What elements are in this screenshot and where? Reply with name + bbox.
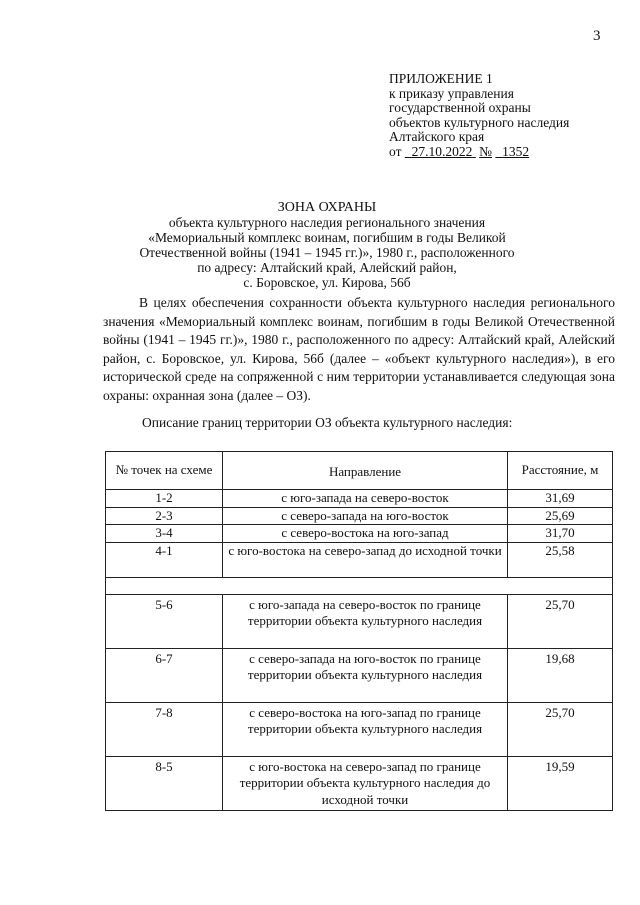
header-cell-points: № точек на схеме	[106, 452, 223, 490]
table-row	[106, 756, 613, 810]
heading-line: с. Боровское, ул. Кирова, 56б	[243, 275, 411, 290]
appendix-line: объектов культурного наследия	[389, 114, 570, 130]
points-cell: 1-2	[106, 490, 223, 508]
heading-line: объекта культурного наследия регионального значения	[168, 215, 486, 230]
heading-line: по адресу: Алтайский край, Алейский район,	[197, 260, 457, 275]
heading-line: «Мемориальный комплекс воинам, погибшим в годы Великой	[148, 230, 506, 245]
appendix-block	[389, 72, 569, 159]
distance-cell: 31,69	[508, 490, 613, 508]
document-heading	[96, 200, 558, 290]
points-cell: 6-7	[106, 648, 223, 702]
distance-cell: 19,59	[508, 756, 613, 810]
distance-cell: 31,70	[508, 525, 613, 543]
header-cell-direction: Направление	[223, 452, 508, 490]
distance-cell: 25,69	[508, 507, 613, 525]
date-prefix: от	[389, 143, 402, 159]
distance-cell: 19,68	[508, 648, 613, 702]
appendix-line: государственной охраны	[389, 100, 531, 115]
appendix-line: Алтайского края	[389, 129, 485, 144]
appendix-date-line	[389, 145, 569, 160]
table-header-row	[106, 452, 613, 490]
points-cell: 5-6	[106, 594, 223, 648]
table-row	[106, 490, 613, 508]
direction-cell: с юго-запада на северо-восток по границе территории объекта культурного наследия	[223, 594, 508, 648]
table-caption: Описание границ территории ОЗ объекта культурного наследия:	[142, 415, 513, 430]
direction-cell: с северо-востока на юго-запад по границе территории объекта культурного наследия	[223, 702, 508, 756]
points-cell: 4-1	[106, 542, 223, 577]
direction-cell: с северо-запада на юго-восток по границе территории объекта культурного наследия	[223, 648, 508, 702]
body-paragraph: В целях обеспечения сохранности объекта культурного наследия регионального значения «Мемориальный комплекс воинам, погибшим в годы Великой Отечественной войны (1941 – 1945 гг.)», 1980 г., расположенного по адресу: Алтайский край, Алейский район, с. Боровское, ул. Кирова, 56б (далее – «объект культурного наследия»), в его исторической среде на сопряженной с ним территории устанавливается следующая зона охраны: охранная зона (далее – ОЗ).	[103, 295, 615, 403]
table-row	[106, 648, 613, 702]
heading-line: Отечественной войны (1941 – 1945 гг.)», 1980 г., расположенного	[139, 245, 515, 260]
page-number: 3	[593, 28, 601, 44]
direction-cell: с юго-востока на северо-запад по границе территории объекта культурного наследия до исходной точки	[223, 756, 508, 810]
points-cell: 2-3	[106, 507, 223, 525]
table-separator-row	[106, 577, 613, 594]
table-row	[106, 594, 613, 648]
order-number: 1352	[502, 143, 530, 159]
direction-cell: с северо-запада на юго-восток	[223, 507, 508, 525]
number-prefix: №	[479, 143, 492, 159]
direction-cell: с юго-востока на северо-запад до исходной точки	[223, 542, 508, 577]
borders-table	[105, 451, 613, 811]
direction-cell: с юго-запада на северо-восток	[223, 490, 508, 508]
order-date: 27.10.2022	[411, 143, 473, 159]
body-paragraph-block	[103, 294, 615, 406]
distance-cell: 25,58	[508, 542, 613, 577]
appendix-title: ПРИЛОЖЕНИЕ 1	[389, 71, 493, 86]
table-row	[106, 525, 613, 543]
document-title: ЗОНА ОХРАНЫ	[277, 200, 377, 215]
header-cell-distance: Расстояние, м	[508, 452, 613, 490]
separator-cell	[106, 577, 613, 594]
table-row	[106, 507, 613, 525]
points-cell: 7-8	[106, 702, 223, 756]
distance-cell: 25,70	[508, 702, 613, 756]
table-row	[106, 702, 613, 756]
points-cell: 8-5	[106, 756, 223, 810]
direction-cell: с северо-востока на юго-запад	[223, 525, 508, 543]
distance-cell: 25,70	[508, 594, 613, 648]
points-cell: 3-4	[106, 525, 223, 543]
appendix-line: к приказу управления	[389, 85, 514, 101]
table-row	[106, 542, 613, 577]
